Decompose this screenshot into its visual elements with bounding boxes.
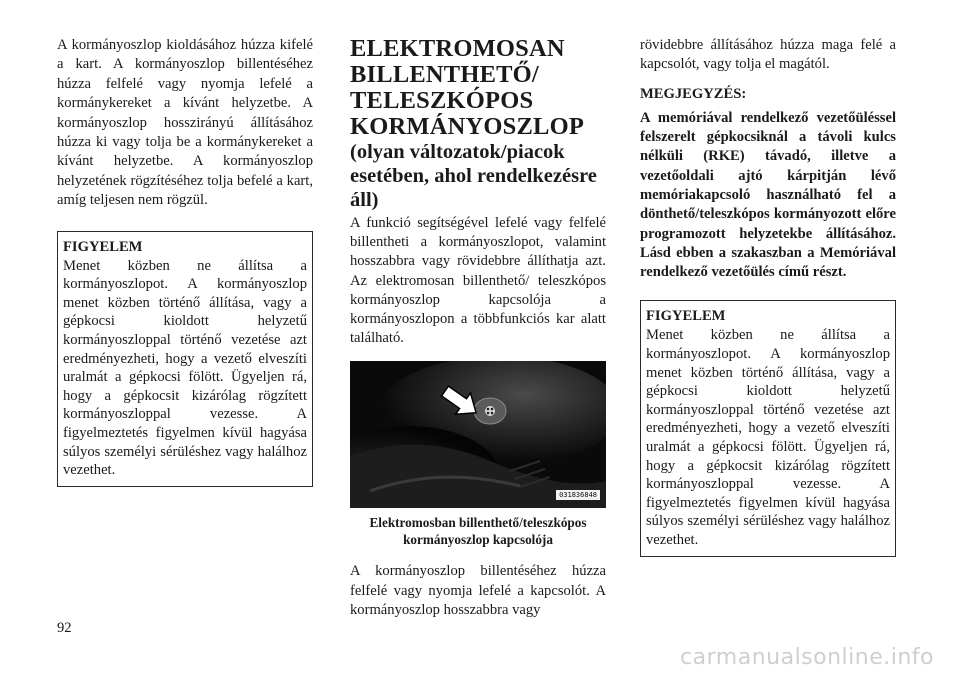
image-caption: Elektromosban billenthető/teleszkópos kormányoszlop kapcsolója xyxy=(369,515,587,548)
column-middle xyxy=(350,36,606,621)
warning-box xyxy=(640,300,896,556)
warning-title: FIGYELEM xyxy=(646,308,726,325)
steering-column-switch-photo xyxy=(350,361,606,508)
image-code: 031836848 xyxy=(556,490,600,500)
section-subheading: (olyan változatok/piacok esetében, ahol rendelkezésre áll) xyxy=(350,141,597,211)
body-paragraph: A funkció segítségével lefelé vagy felfelé billentheti a kormányoszlopot, valamint hosszabbra vagy rövidebbre állíthatja azt. Az elektromosan billenthető/ teleszkópos kormányoszlop kapcsolója a kormányoszlopon a többfunkciós kar alatt található. xyxy=(350,215,606,347)
warning-text: Menet közben ne állítsa a kormányoszlopot. A kormányoszlop menet közben történő állítása, vagy a gépkocsi kioldott helyzetű kormányoszloppal történő vezetése azt eredményezheti, hogy a vezető elveszíti uralmát a gépkocsi fölött. Ügyeljen rá, hogy a gépkocsit kizárólag rögzített kormányoszloppal vezesse. A figyelmeztetés figyelmen kívül hagyása súlyos személyi sérüléshez vagy halálhoz vezethet. xyxy=(646,327,890,549)
body-paragraph: A kormányoszlop kioldásához húzza kifelé a kart. A kormányoszlop billentéséhez húzza felfelé vagy nyomja lefelé a kormánykereket a kívánt helyzetbe. A kormányoszlop hosszirányú állításához húzza ki vagy tolja be a kormánykereket a kívánt helyzetbe. A kormányoszlop helyzetének rögzítéséhez tolja befelé a kart, amíg teljesen nem rögzül. xyxy=(57,37,313,209)
page-number: 92 xyxy=(57,620,72,636)
photo-illustration xyxy=(350,361,606,508)
warning-text: Menet közben ne állítsa a kormányoszlopot. A kormányoszlop menet közben történő állítása, vagy a gépkocsi kioldott helyzetű kormányoszloppal történő vezetése azt eredményezheti, hogy a vezető elveszíti uralmát a gépkocsi fölött. Ügyeljen rá, hogy a gépkocsit kizárólag rögzített kormányoszloppal vezesse. A figyelmeztetés figyelmen kívül hagyása súlyos személyi sérüléshez vagy halálhoz vezethet. xyxy=(63,257,307,479)
body-paragraph: A kormányoszlop billentéséhez húzza felfelé vagy nyomja lefelé a kapcsolót. A kormányoszlop hosszabbra vagy xyxy=(350,563,606,619)
body-paragraph: rövidebbre állításához húzza maga felé a kapcsolót, vagy tolja el magától. xyxy=(640,37,896,73)
column-left xyxy=(57,36,313,487)
column-right xyxy=(640,36,896,557)
note-title: MEGJEGYZÉS: xyxy=(640,85,747,102)
warning-title: FIGYELEM xyxy=(63,238,143,255)
section-heading: ELEKTROMOSAN BILLENTHETŐ/ TELESZKÓPOS KORMÁNYOSZLOP xyxy=(350,35,584,140)
warning-box xyxy=(57,231,313,487)
note-text: A memóriával rendelkező vezetőüléssel felszerelt gépkocsiknál a távoli kulcs nélküli (RKE) távadó, illetve a vezetőoldali ajtó kárpitján lévő memóriakapcsoló használható fel a dönthető/teleszkópos kormányozott előre programozott helyzetekbe állításához. Lásd ebben a szakaszban a Memóriával rendelkező vezetőülés című részt. xyxy=(640,109,896,281)
watermark: carmanualsonline.info xyxy=(680,645,934,670)
